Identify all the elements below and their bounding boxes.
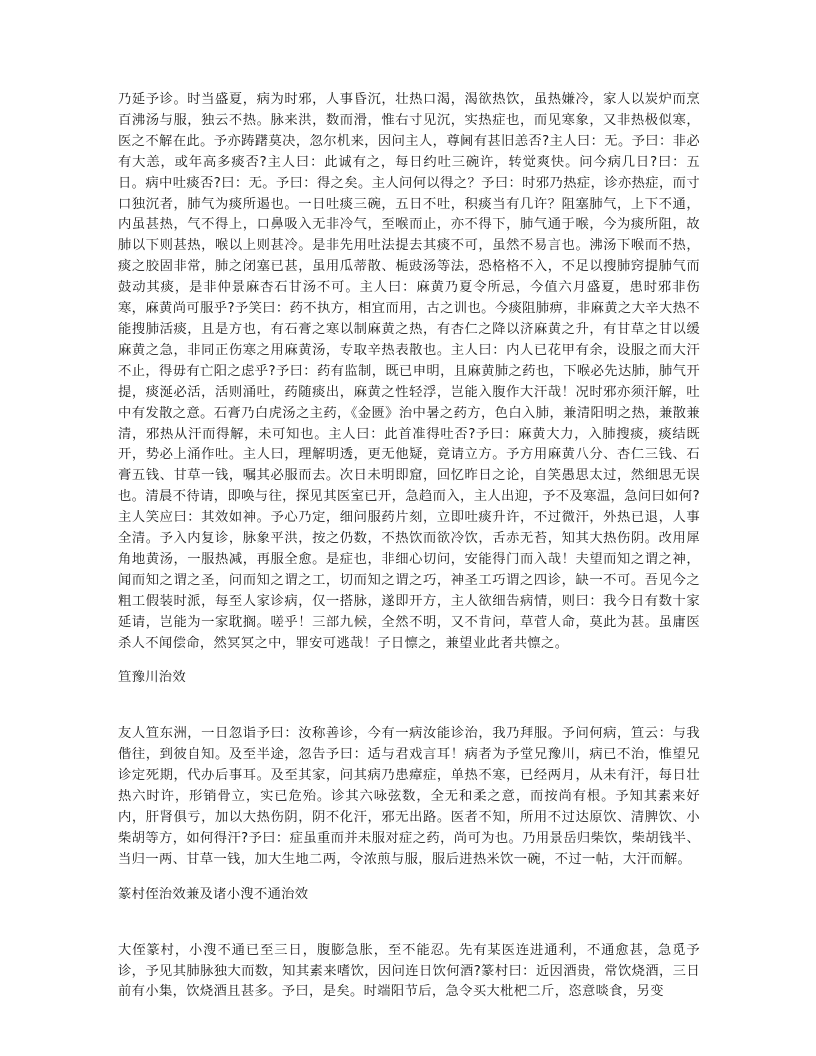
document-page (118, 90, 700, 1003)
section-heading: 篆村侄治效兼及诸小溲不通治效 (118, 886, 309, 902)
body-paragraph: 大侄篆村，小溲不通已至三日，腹膨急胀，至不能忍。先有某医连进通利，不通愈甚，急觅予诊，予见其肺脉独大而数，知其素来嗜饮，因问连日饮何酒?篆村曰：近因酒贵，常饮烧酒，三日前有小集，饮烧酒且甚多。予曰，是矣。时端阳节后，急令买大枇杷二斤，恣意啖食，另变 (118, 942, 700, 1000)
body-paragraph: 友人笪东洲，一日忽诣予曰：汝称善诊，今有一病汝能诊治，我乃拜服。予问何病，笪云：与我偕往，到彼自知。及至半途，忽告予曰：适与君戏言耳！病者为予堂兄豫川，病已不治，惟望兄诊定死期，代办后事耳。及至其家，问其病乃患瘴症，单热不寒，已经两月，从未有汗，每日壮热六时许，形销骨立，实已危殆。诊其六咏弦数，全无和柔之意，而按尚有根。予知其素来好内，肝肾俱亏，加以大热伤阴，阴不化汗，邪无出路。医者不知，所用不过达原饮、清脾饮、小柴胡等方，如何得汗?予曰：症虽重而并未服对症之药，尚可为也。乃用景岳归柴饮，柴胡钱半、当归一两、甘草一钱，加大生地二两，令浓煎与服，服后进热米饮一碗，不过一帖，大汗而解。 (118, 726, 700, 867)
body-paragraph: 乃延予诊。时当盛夏，病为时邪，人事昏沉，壮热口渴，渴欲热饮，虽热嫌冷，家人以炭炉而烹百沸汤与服，独云不热。脉来洪，数而滑，惟右寸见沉，实热症也，而见寒象，又非热极似寒，医之不解在此。予亦踌躇莫决，忽尔机来，因问主人，尊阃有甚旧恙否?主人曰：无。予曰：非必有大恙，或年高多痰否?主人曰：此诚有之，每日约吐三碗许，转觉爽快。问今病几日?曰：五日。病中吐痰否?曰：无。予曰：得之矣。主人问何以得之？予曰：时邪乃热症，诊亦热症，而寸口独沉者，肺气为痰所遏也。一日吐痰三碗，五日不吐，积痰当有几许？阻塞肺气，上下不通，内虽甚热，气不得上，口鼻吸入无非冷气，至喉而止，亦不得下，肺气通于喉，今为痰所阻，故肺以下则甚热，喉以上则甚冷。是非先用吐法提去其痰不可，虽然不易言也。沸汤下喉而不热，痰之胶固非常，肺之闭塞已甚，虽用瓜蒂散、栀豉汤等法，恐格格不入，不足以搜肺窍提肺气而鼓动其痰，是非仲景麻杏石甘汤不可。主人曰：麻黄乃夏令所忌，今值六月盛夏，患时邪非伤寒，麻黄尚可服乎?予笑曰：药不执方，相宜而用，古之训也。今痰阻肺痹，非麻黄之大辛大热不能搜肺活痰，且是方也，有石膏之寒以制麻黄之热，有杏仁之降以济麻黄之升，有甘草之甘以缓麻黄之急，非同正伤寒之用麻黄汤，专取辛热表散也。主人曰：内人已花甲有余，设服之而大汗不止，得毋有亡阳之虑乎?予曰：药有监制，既已申明，且麻黄肺之药也，下喉必先达肺，肺气开提，痰涎必活，活则涌吐，药随痰出，麻黄之性轻浮，岂能入腹作大汗哉！况时邪亦须汗解，吐中有发散之意。石膏乃白虎汤之主药，《金匮》治中暑之药方，色白入肺，兼清阳明之热，兼散兼清，邪热从汗而得解，未可知也。主人曰：此首准得吐否?予曰：麻黄大力，入肺搜痰，痰结既开，势必上涌作吐。主人曰，理解明透，更无他疑，竟请立方。予方用麻黄八分、杏仁三钱、石膏五钱、甘草一钱，嘱其必服而去。次日未明即窟，回忆昨日之论，自笑愚思太过，然细思无误也。清晨不待请，即唤与往，探见其医室已开，急趋而入，主人出迎，予不及寒温，急问曰如何?主人笑应曰：其效如神。予心乃定，细问服药片刻，立即吐痰升许，不过微汗，外热已退，人事全清。予入内复诊，脉象平洪，按之仍数，不热饮而欲冷饮，舌赤无苔，知其大热伤阴。改用犀角地黄汤，一服热减，再服全愈。是症也，非细心切问，安能得门而入哉！夫望而知之谓之神，闻而知之谓之圣，问而知之谓之工，切而知之谓之巧，神圣工巧谓之四诊，缺一不可。吾见今之粗工假装时派，每至人家诊病，仅一搭脉，遂即开方，主人欲细告病情，则曰：我今日有数十家延请，岂能为一家耽搁。嗟乎！三部九候，全然不明，又不肯问，草菅人命，莫此为甚。虽庸医杀人不闻偿命，然冥冥之中，罪安可逃哉！子日懔之，兼望业此者共懔之。 (118, 92, 700, 651)
section-heading: 笪豫川治效 (118, 670, 186, 686)
